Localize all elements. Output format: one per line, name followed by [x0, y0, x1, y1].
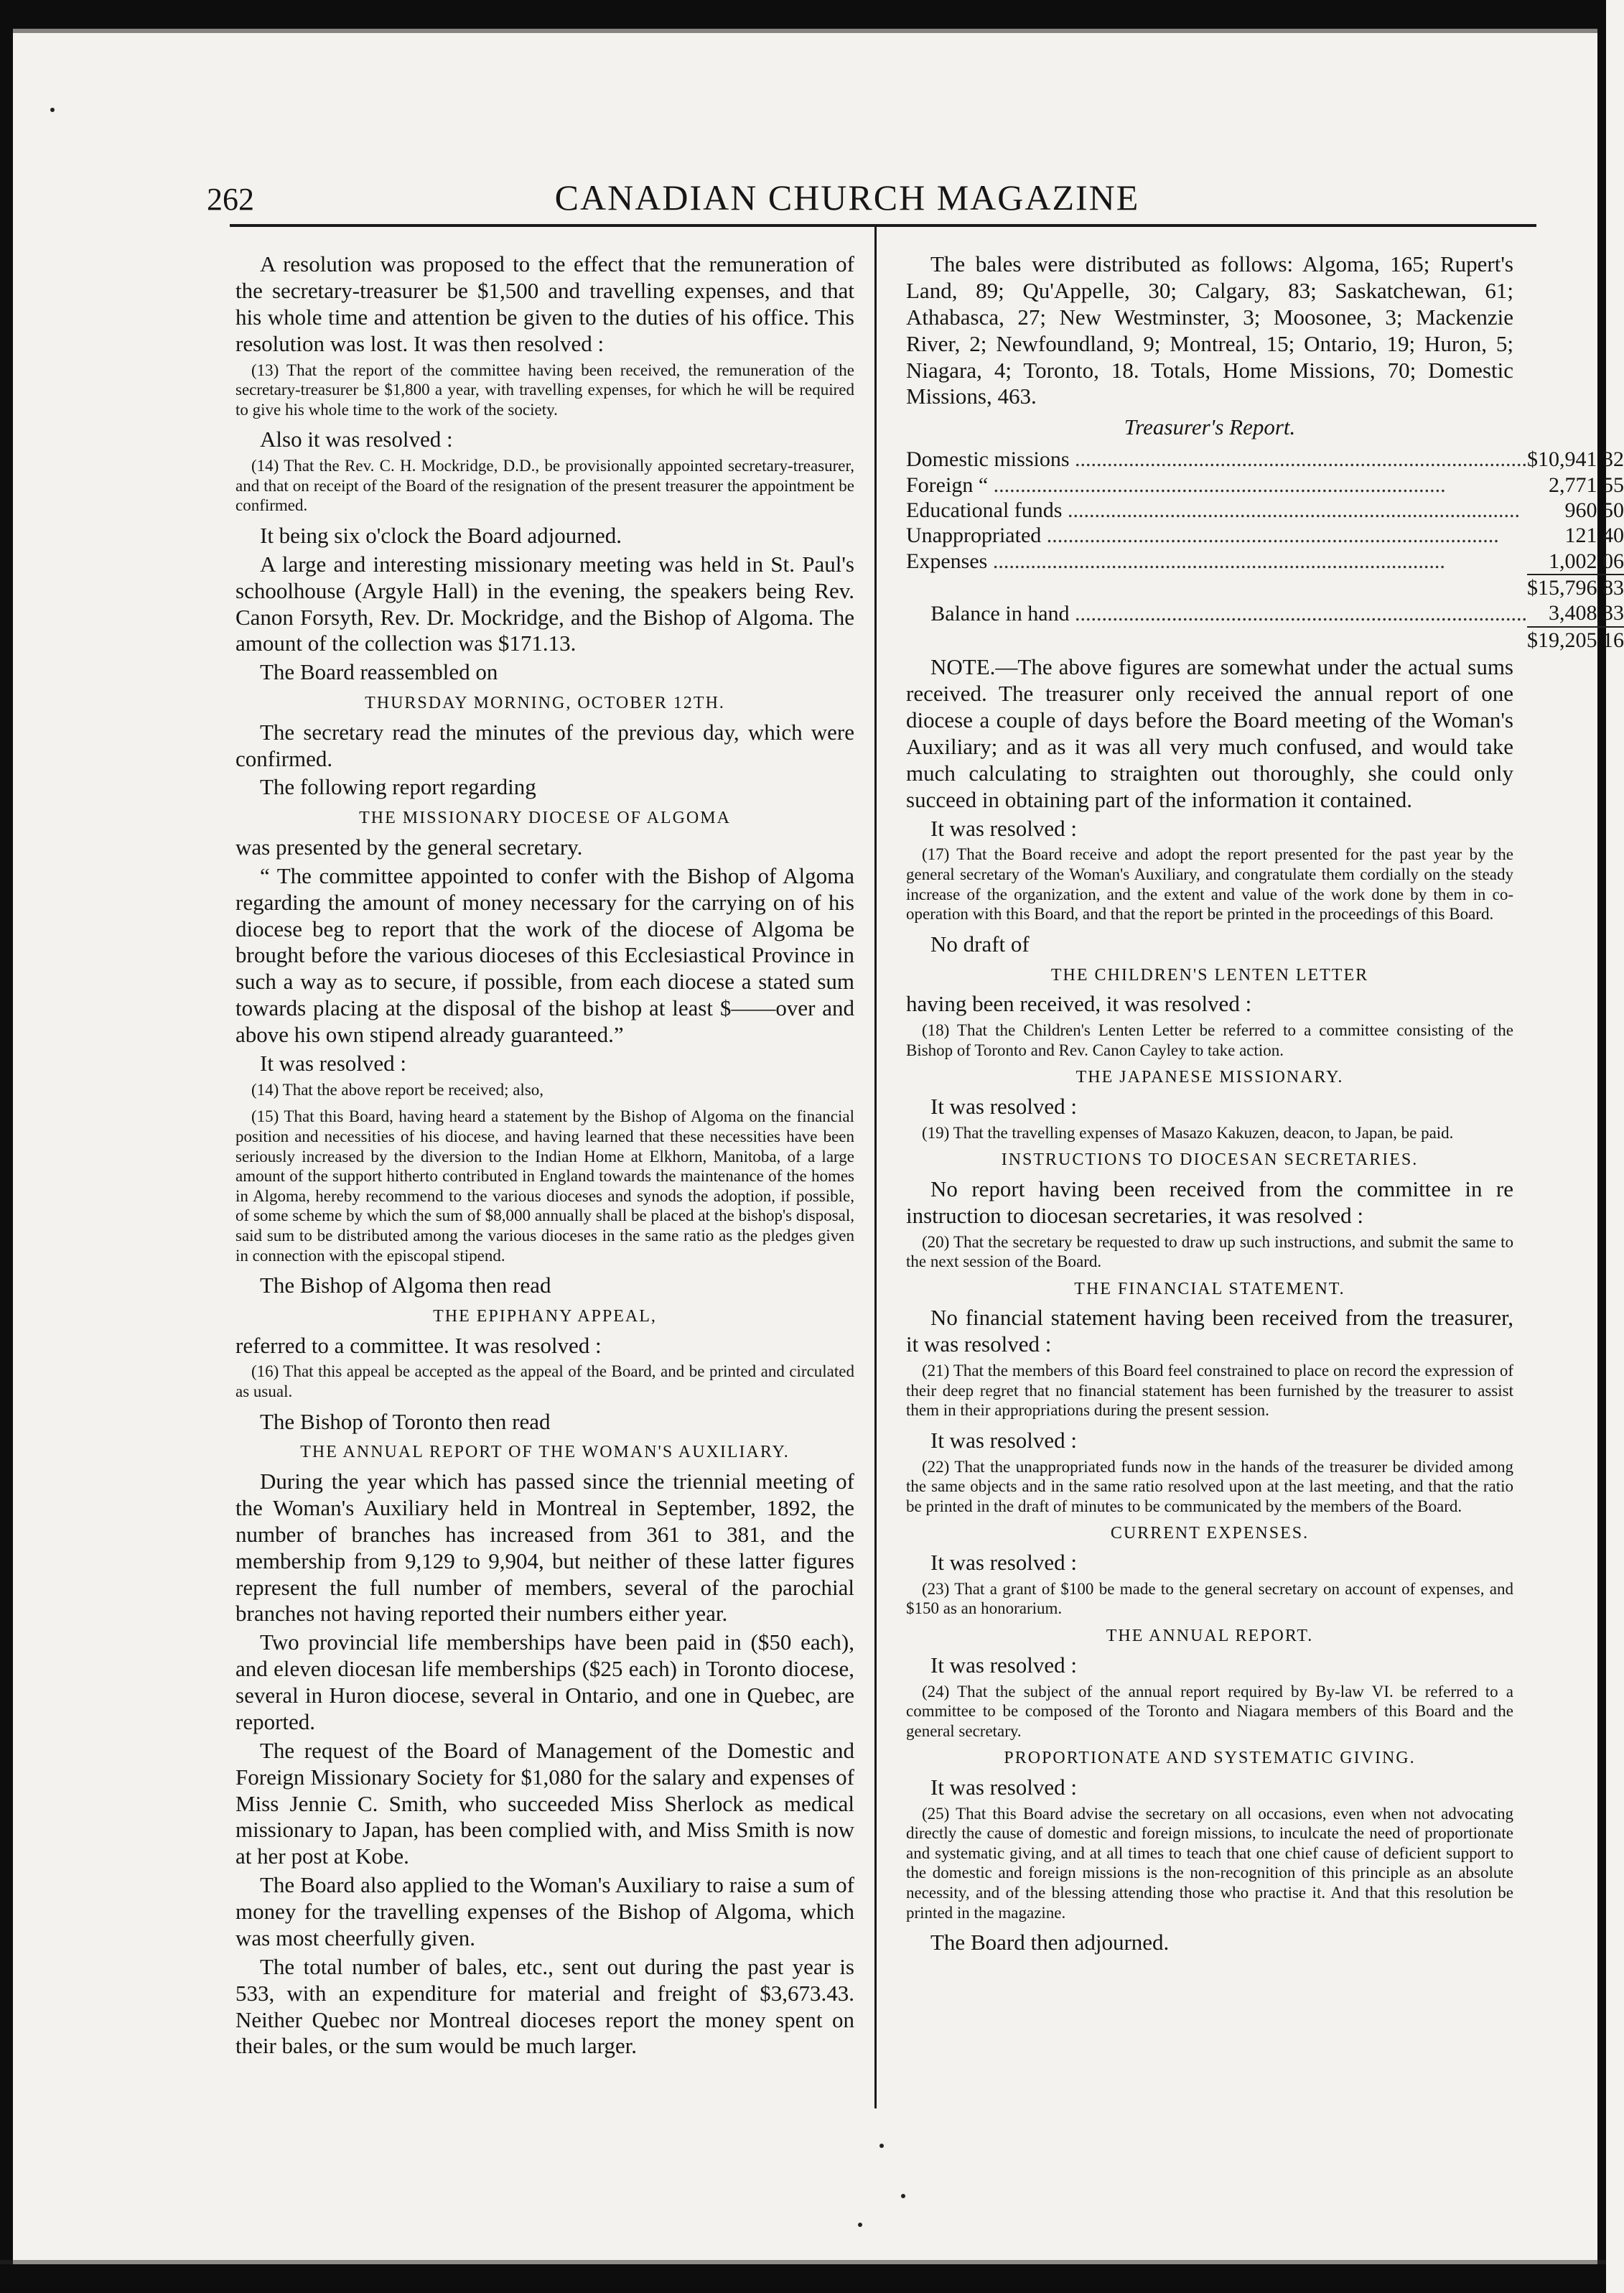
paragraph: having been received, it was resolved : — [906, 991, 1252, 1017]
section-heading: THE CHILDREN'S LENTEN LETTER — [1050, 965, 1369, 985]
paragraph: “ The committee appointed to confer with the Bishop of Algoma regarding the amount of money necessary for the carrying on of his diocese beg to report that the work of the diocese of Algoma be brought before the various dioceses of this Ecclesiastical Province in such a way as to secure, if possible, from each diocese a stated sum towards placing at the disposal of the bishop at least $——over and above his own stipend already guaranteed.” — [235, 862, 854, 1048]
scan-border-top-shadow — [0, 29, 1606, 33]
left-column — [235, 251, 854, 2062]
resolution-25: (25) That this Board advise the secretary on all occasions, even when not advocating directly the cause of domestic and foreign missions, to inculcate the need of proportionate and systematic giving, and at all times to teach that one chief cause of deficient support to the domestic and foreign missions is the non-recognition of this principle as an absolute necessity, and of the blessing attending those who practise it. And that this resolution be printed in the magazine. — [906, 1804, 1513, 1922]
scan-border-top — [0, 0, 1606, 29]
treasurer-report-table — [906, 447, 1624, 653]
note-paragraph: NOTE.—The above figures are somewhat under the actual sums received. The treasurer only received the annual report of one diocese a couple of days before the Board meeting of the Woman's Auxiliary; and as it was all very much confused, and would take much calculating to straighten out thoroughly, she could only succeed in obtaining part of the information it contained. — [906, 654, 1513, 812]
row-label: Unappropriated ..... — [906, 523, 1527, 548]
section-heading: THE ANNUAL REPORT. — [1106, 1627, 1314, 1646]
paragraph: It was resolved : — [260, 1050, 407, 1076]
paragraph: It was resolved : — [930, 1093, 1078, 1119]
paragraph: The bales were distributed as follows: Algoma, 165; Rupert's Land, 89; Qu'Appelle, 30; Calgary, 83; Saskatchewan, 61; Athabasca, 27; New Westminster, 3; Moosonee, 3; Mackenzie River, 2; Newfoundland, 9; Montreal, 15; Ontario, 19; Huron, 5; Niagara, 4; Toronto, 18. Totals, Home Missions, 70; Domestic Missions, 463. — [906, 251, 1513, 409]
table-row — [906, 523, 1624, 548]
scan-speck — [879, 2144, 884, 2148]
resolution-21: (21) That the members of this Board feel constrained to place on record the expression of their deep regret that no financial statement has been furnished by the treasurer to assist them in their appropriations during the present session. — [906, 1362, 1513, 1420]
row-amount: 121 40 — [1564, 524, 1624, 548]
row-amount: $10,941 32 — [1527, 447, 1624, 472]
header-rule — [230, 224, 1536, 227]
paragraph: The Bishop of Toronto then read — [260, 1408, 551, 1434]
paragraph: The Board also applied to the Woman's Auxiliary to raise a sum of money for the travelling expenses of the Bishop of Algoma, which was most cheerfully given. — [235, 1872, 854, 1950]
page-number: 262 — [207, 182, 254, 217]
resolution-23: (23) That a grant of $100 be made to the general secretary on account of expenses, and $150 as an honorarium. — [906, 1579, 1513, 1618]
section-heading: INSTRUCTIONS TO DIOCESAN SECRETARIES. — [1001, 1150, 1419, 1170]
paragraph: It was resolved : — [930, 1550, 1078, 1576]
row-label: Domestic missions ..... — [906, 447, 1527, 472]
scan-border-bottom — [0, 2264, 1606, 2293]
paragraph: A large and interesting missionary meeting was held in St. Paul's schoolhouse (Argyle Hall) in the evening, the speakers being Rev. Canon Forsyth, Rev. Dr. Mockridge, and the Bishop of Algoma. The amount of the collection was $171.13. — [235, 551, 854, 656]
paragraph: Two provincial life memberships have been paid in ($50 each), and eleven diocesan life memberships ($25 each) in Toronto diocese, several in Huron diocese, several in Ontario, and one in Quebec, are reported. — [235, 1629, 854, 1734]
column-rule — [874, 227, 877, 2108]
running-head: CANADIAN CHURCH MAGAZINE — [554, 177, 1140, 218]
paragraph: It being six o'clock the Board adjourned. — [260, 522, 622, 548]
resolution-14: (14) That the Rev. C. H. Mockridge, D.D., be provisionally appointed secretary-treasurer, and that on receipt of the Board of the resignation of the present treasurer the appointment be confirmed. — [235, 457, 854, 515]
right-column — [906, 251, 1624, 1958]
section-heading: THE JAPANESE MISSIONARY. — [1075, 1068, 1344, 1087]
scan-speck — [901, 2194, 905, 2198]
resolution-22: (22) That the unappropriated funds now in the hands of the treasurer be divided among the same objects and in the same ratio resolved upon at the last meeting, and that the ratio be printed in the draft of minutes to be communicated by the members of the Board. — [906, 1457, 1513, 1515]
scan-border-right — [1597, 0, 1606, 2293]
resolution-19: (19) That the travelling expenses of Masazo Kakuzen, deacon, to Japan, be paid. — [922, 1123, 1454, 1142]
row-label: Expenses ..... — [906, 549, 1527, 575]
section-heading: THE FINANCIAL STATEMENT. — [1074, 1279, 1345, 1298]
resolution-13: (13) That the report of the committee having been received, the remuneration of the secretary-treasurer be $1,800 a year, with travelling expenses, for which he will be required to give his whole time to the work of the society. — [235, 361, 854, 419]
grand-total-amount: $19,205 16 — [1527, 628, 1624, 652]
paragraph: The Board then adjourned. — [930, 1930, 1170, 1955]
resolution-14-second: (14) That the above report be received; also, — [251, 1080, 544, 1099]
row-label: Foreign “ ..... — [906, 473, 1527, 498]
section-heading: CURRENT EXPENSES. — [1110, 1524, 1310, 1543]
resolution-17: (17) That the Board receive and adopt the report presented for the past year by the general secretary of the Woman's Auxiliary, and congratulate them cordially on the steady increase of the organization, and the extent and value of the work done by them in co-operation with this Board, and that the report be printed in the proceedings of this Board. — [906, 845, 1513, 924]
subtotal-amount: $15,796 83 — [1527, 576, 1624, 600]
resolution-16: (16) That this appeal be accepted as the appeal of the Board, and be printed and circulated as usual. — [235, 1362, 854, 1401]
resolution-15: (15) That this Board, having heard a statement by the Bishop of Algoma on the financial position and necessities of his diocese, and having learned that these necessities have been seriously increased by the diversion to the Indian Home at Elkhorn, Manitoba, of a large amount of the support hitherto contributed in England towards the maintenance of the homes in Algoma, hereby recommend to the various dioceses and synods the adoption, if possible, of some scheme by which the sum of $8,000 annually shall be placed at the bishop's disposal, said sum to be distributed among the various dioceses in the same ratio as the pledges given in connection with the episcopal stipend. — [235, 1107, 854, 1265]
table-row — [906, 447, 1624, 472]
row-amount: 2,771 55 — [1549, 473, 1624, 497]
grand-total-row — [906, 627, 1624, 653]
scan-speck — [858, 2223, 862, 2227]
resolution-18: (18) That the Children's Lenten Letter be referred to a committee consisting of the Bishop of Toronto and Rev. Canon Cayley to take action. — [906, 1021, 1513, 1059]
subtotal-row — [906, 575, 1624, 600]
balance-row — [906, 600, 1624, 626]
resolution-20: (20) That the secretary be requested to draw up such instructions, and submit the same to the next session of the Board. — [906, 1232, 1513, 1271]
balance-label: Balance in hand ..... — [906, 600, 1527, 626]
resolution-24: (24) That the subject of the annual report required by By-law VI. be referred to a committee to be composed of the Toronto and Niagara members of this Board and the general secretary. — [906, 1682, 1513, 1740]
table-row — [906, 498, 1624, 523]
paragraph: The total number of bales, etc., sent out during the past year is 533, with an expenditure for material and freight of $3,673.43. Neither Quebec nor Montreal dioceses report the money spent on their bales, or the sum would be much larger. — [235, 1953, 854, 2059]
treasurer-report-heading: Treasurer's Report. — [1124, 414, 1296, 440]
section-heading: THURSDAY MORNING, OCTOBER 12TH. — [365, 694, 725, 713]
paragraph: Also it was resolved : — [260, 427, 453, 452]
paragraph: was presented by the general secretary. — [235, 834, 583, 860]
paragraph: It was resolved : — [930, 1652, 1078, 1678]
paragraph: No report having been received from the committee in re instruction to diocesan secretaries, it was resolved : — [906, 1176, 1513, 1228]
paragraph: referred to a committee. It was resolved : — [235, 1332, 602, 1358]
section-heading: THE MISSIONARY DIOCESE OF ALGOMA — [359, 809, 731, 828]
paragraph: It was resolved : — [930, 815, 1078, 841]
paragraph: No draft of — [930, 931, 1030, 957]
row-amount: 1,002 06 — [1549, 549, 1624, 573]
section-heading: PROPORTIONATE AND SYSTEMATIC GIVING. — [1004, 1749, 1416, 1768]
table-row — [906, 473, 1624, 498]
paragraph: During the year which has passed since the triennial meeting of the Woman's Auxiliary held in Montreal in September, 1892, the number of branches has increased from 361 to 381, and the membership from 9,129 to 9,904, but neither of these latter figures represent the full number of members, several of the parochial branches not having reported their numbers either year. — [235, 1469, 854, 1627]
scan-border-left — [0, 0, 13, 2293]
paragraph: No financial statement having been received from the treasurer, it was resolved : — [906, 1305, 1513, 1357]
table-row — [906, 549, 1624, 575]
paragraph: It was resolved : — [930, 1427, 1078, 1453]
paragraph: The Bishop of Algoma then read — [260, 1273, 551, 1298]
paragraph: The request of the Board of Management of the Domestic and Foreign Missionary Society for $1,080 for the salary and expenses of Miss Jennie C. Smith, who succeeded Miss Sherlock as medical missionary to Japan, has been complied with, and Miss Smith is now at her post at Kobe. — [235, 1737, 854, 1869]
scan-speck — [50, 108, 55, 112]
paragraph: The Board reassembled on — [260, 659, 498, 685]
paragraph: It was resolved : — [930, 1774, 1078, 1800]
balance-amount: 3,408 33 — [1549, 601, 1624, 625]
section-heading: THE ANNUAL REPORT OF THE WOMAN'S AUXILIARY. — [300, 1443, 790, 1462]
paragraph: The secretary read the minutes of the previous day, which were confirmed. — [235, 719, 854, 771]
section-heading: THE EPIPHANY APPEAL, — [433, 1307, 657, 1326]
row-amount: 960 50 — [1564, 498, 1624, 522]
row-label: Educational funds ..... — [906, 498, 1527, 523]
paragraph: A resolution was proposed to the effect that the remuneration of the secretary-treasurer be $1,500 and travelling expenses, and that his whole time and attention be given to the duties of his office. This resolution was lost. It was then resolved : — [235, 251, 854, 356]
paragraph: The following report regarding — [260, 774, 536, 800]
